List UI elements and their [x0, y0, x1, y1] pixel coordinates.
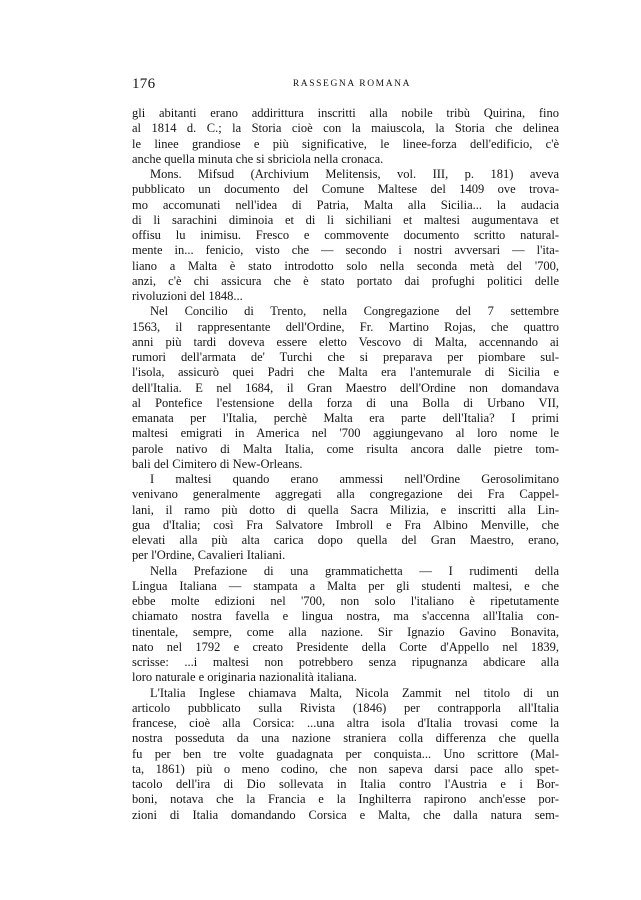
text-line: Mons. Mifsud (Archivium Melitensis, vol. III, p. 181) aveva	[150, 167, 559, 181]
paragraph	[132, 686, 559, 823]
text-line: di li sarachini diminoia et di li sichiliani et maltesi augumentava et	[132, 212, 559, 227]
text-line: L'Italia Inglese chiamava Malta, Nicola Zammit nel titolo di un	[150, 685, 559, 700]
text-line: gli abitanti erano addirittura inscritti alla nobile tribù Quirina, fino	[132, 106, 559, 120]
text-line: mo accomunati nell'idea di Patria, Malta alla Sicilia... la audacia	[132, 197, 559, 212]
text-line: dell'Italia. E nel 1684, il Gran Maestro dell'Ordine non domandava	[132, 380, 559, 395]
paragraph	[132, 304, 559, 472]
text-line: francese, cioè alla Corsica: ...una altra isola d'Italia trovasi come la	[132, 716, 559, 730]
text-line: tinentale, sempre, come alla nazione. Sir Ignazio Gavino Bonavita,	[132, 624, 559, 639]
text-line: I maltesi quando erano ammessi nell'Ordine Gerosolimitano	[150, 472, 559, 486]
text-line: venivano generalmente aggregati alla congregazione dei Fra Cappel-	[132, 487, 559, 502]
text-line: gua d'Italia; così Fra Salvatore Imbroll e Fra Albino Menville, che	[132, 517, 559, 532]
text-line: maltesi emigrati in America nel '700 aggiungevano al loro nome le	[132, 426, 559, 441]
text-line: scrisse: ...i maltesi non potrebbero senza ripugnanza abdicare alla	[132, 655, 559, 669]
text-line: rumori dell'armata de' Turchi che si preparava per piombare sul-	[132, 350, 559, 364]
text-line: liano a Malta è stato introdotto solo nella seconda metà del '700,	[132, 258, 559, 273]
text-line: lani, il ramo più dotto di quella Sacra Milizia, e inscritti alla Lin-	[132, 502, 559, 517]
page-header	[132, 76, 572, 96]
text-line: anzi, c'è chi assicura che è stato portato dai profughi politici delle	[132, 273, 559, 288]
text-line: emanata per l'Italia, perchè Malta era parte dell'Italia? I primi	[132, 411, 559, 425]
paragraph	[132, 472, 559, 564]
text-line: 1563, il rappresentante dell'Ordine, Fr. Martino Rojas, che quattro	[132, 319, 559, 334]
text-line: mente in... fenicio, visto che — secondo i nostri avversari — l'ita-	[132, 243, 559, 258]
text-line: boni, notava che la Francia e la Inghilterra rapirono anch'esse por-	[132, 792, 559, 807]
text-line: le linee grandiose e più significative, le linee-forza dell'edificio, c'è	[132, 136, 559, 151]
text-line: parole nativo di Malta Italia, come risulta ancora dalle pietre tom-	[132, 441, 559, 456]
running-title: RASSEGNA ROMANA	[292, 79, 412, 89]
text-line: ta, 1861) più o meno codino, che non sapeva darsi pace allo spet-	[132, 761, 559, 776]
body-text	[132, 106, 559, 823]
text-line: rivoluzioni del 1848...	[132, 289, 243, 303]
text-line: per l'Ordine, Cavalieri Italiani.	[132, 548, 286, 563]
text-line: loro naturale e originaria nazionalità italiana.	[132, 670, 357, 685]
text-line: Nel Concilio di Trento, nella Congregazione del 7 settembre	[150, 304, 559, 319]
text-line: ebbe molte edizioni nel '700, non solo l'italiano è ripetutamente	[132, 594, 559, 608]
text-line: anche quella minuta che si sbriciola nella cronaca.	[132, 151, 384, 166]
text-line: bali del Cimitero di New-Orleans.	[132, 456, 303, 471]
text-line: elevati alla più alta carica dopo quella del Gran Maestro, erano,	[132, 533, 559, 547]
paragraph	[132, 106, 559, 167]
text-line: Nella Prefazione di una grammatichetta — I rudimenti della	[150, 563, 559, 578]
text-line: Lingua Italiana — stampata a Malta per gli studenti maltesi, e che	[132, 578, 559, 593]
text-line: nato nel 1792 e creato Presidente della Corte d'Appello nel 1839,	[132, 639, 559, 654]
text-line: offisu lu inimisu. Fresco e commovente documento scritto natural-	[132, 228, 559, 242]
text-line: zioni di Italia domandando Corsica e Malta, che dalla natura sem-	[132, 807, 559, 822]
text-line: chiamato nostra favella e lingua nostra, ma s'accenna all'Italia con-	[132, 609, 559, 624]
text-line: pubblicato un documento del Comune Maltese del 1409 ove trova-	[132, 182, 559, 197]
text-line: l'isola, assicurò quei Padri che Malta era l'antemurale di Sicilia e	[132, 365, 559, 380]
text-line: nostra posseduta da una nazione straniera colla differenza che quella	[132, 731, 559, 746]
text-line: tacolo dell'ira di Dio sollevata in Italia contro l'Austria e i Bor-	[132, 777, 559, 791]
text-line: fu per ben tre volte guadagnata per conquista... Uno scrittore (Mal-	[132, 746, 559, 761]
page-number: 176	[132, 76, 156, 92]
text-line: articolo pubblicato sulla Rivista (1846) per contrapporla all'Italia	[132, 700, 559, 715]
paragraph	[132, 167, 559, 304]
text-line: anni più tardi doveva essere eletto Vescovo di Malta, accennando ai	[132, 334, 559, 349]
paragraph	[132, 564, 559, 686]
text-line: al Pontefice l'estensione della forza di una Bolla di Urbano VII,	[132, 395, 559, 410]
text-line: al 1814 d. C.; la Storia cioè con la maiuscola, la Storia che delinea	[132, 121, 559, 136]
